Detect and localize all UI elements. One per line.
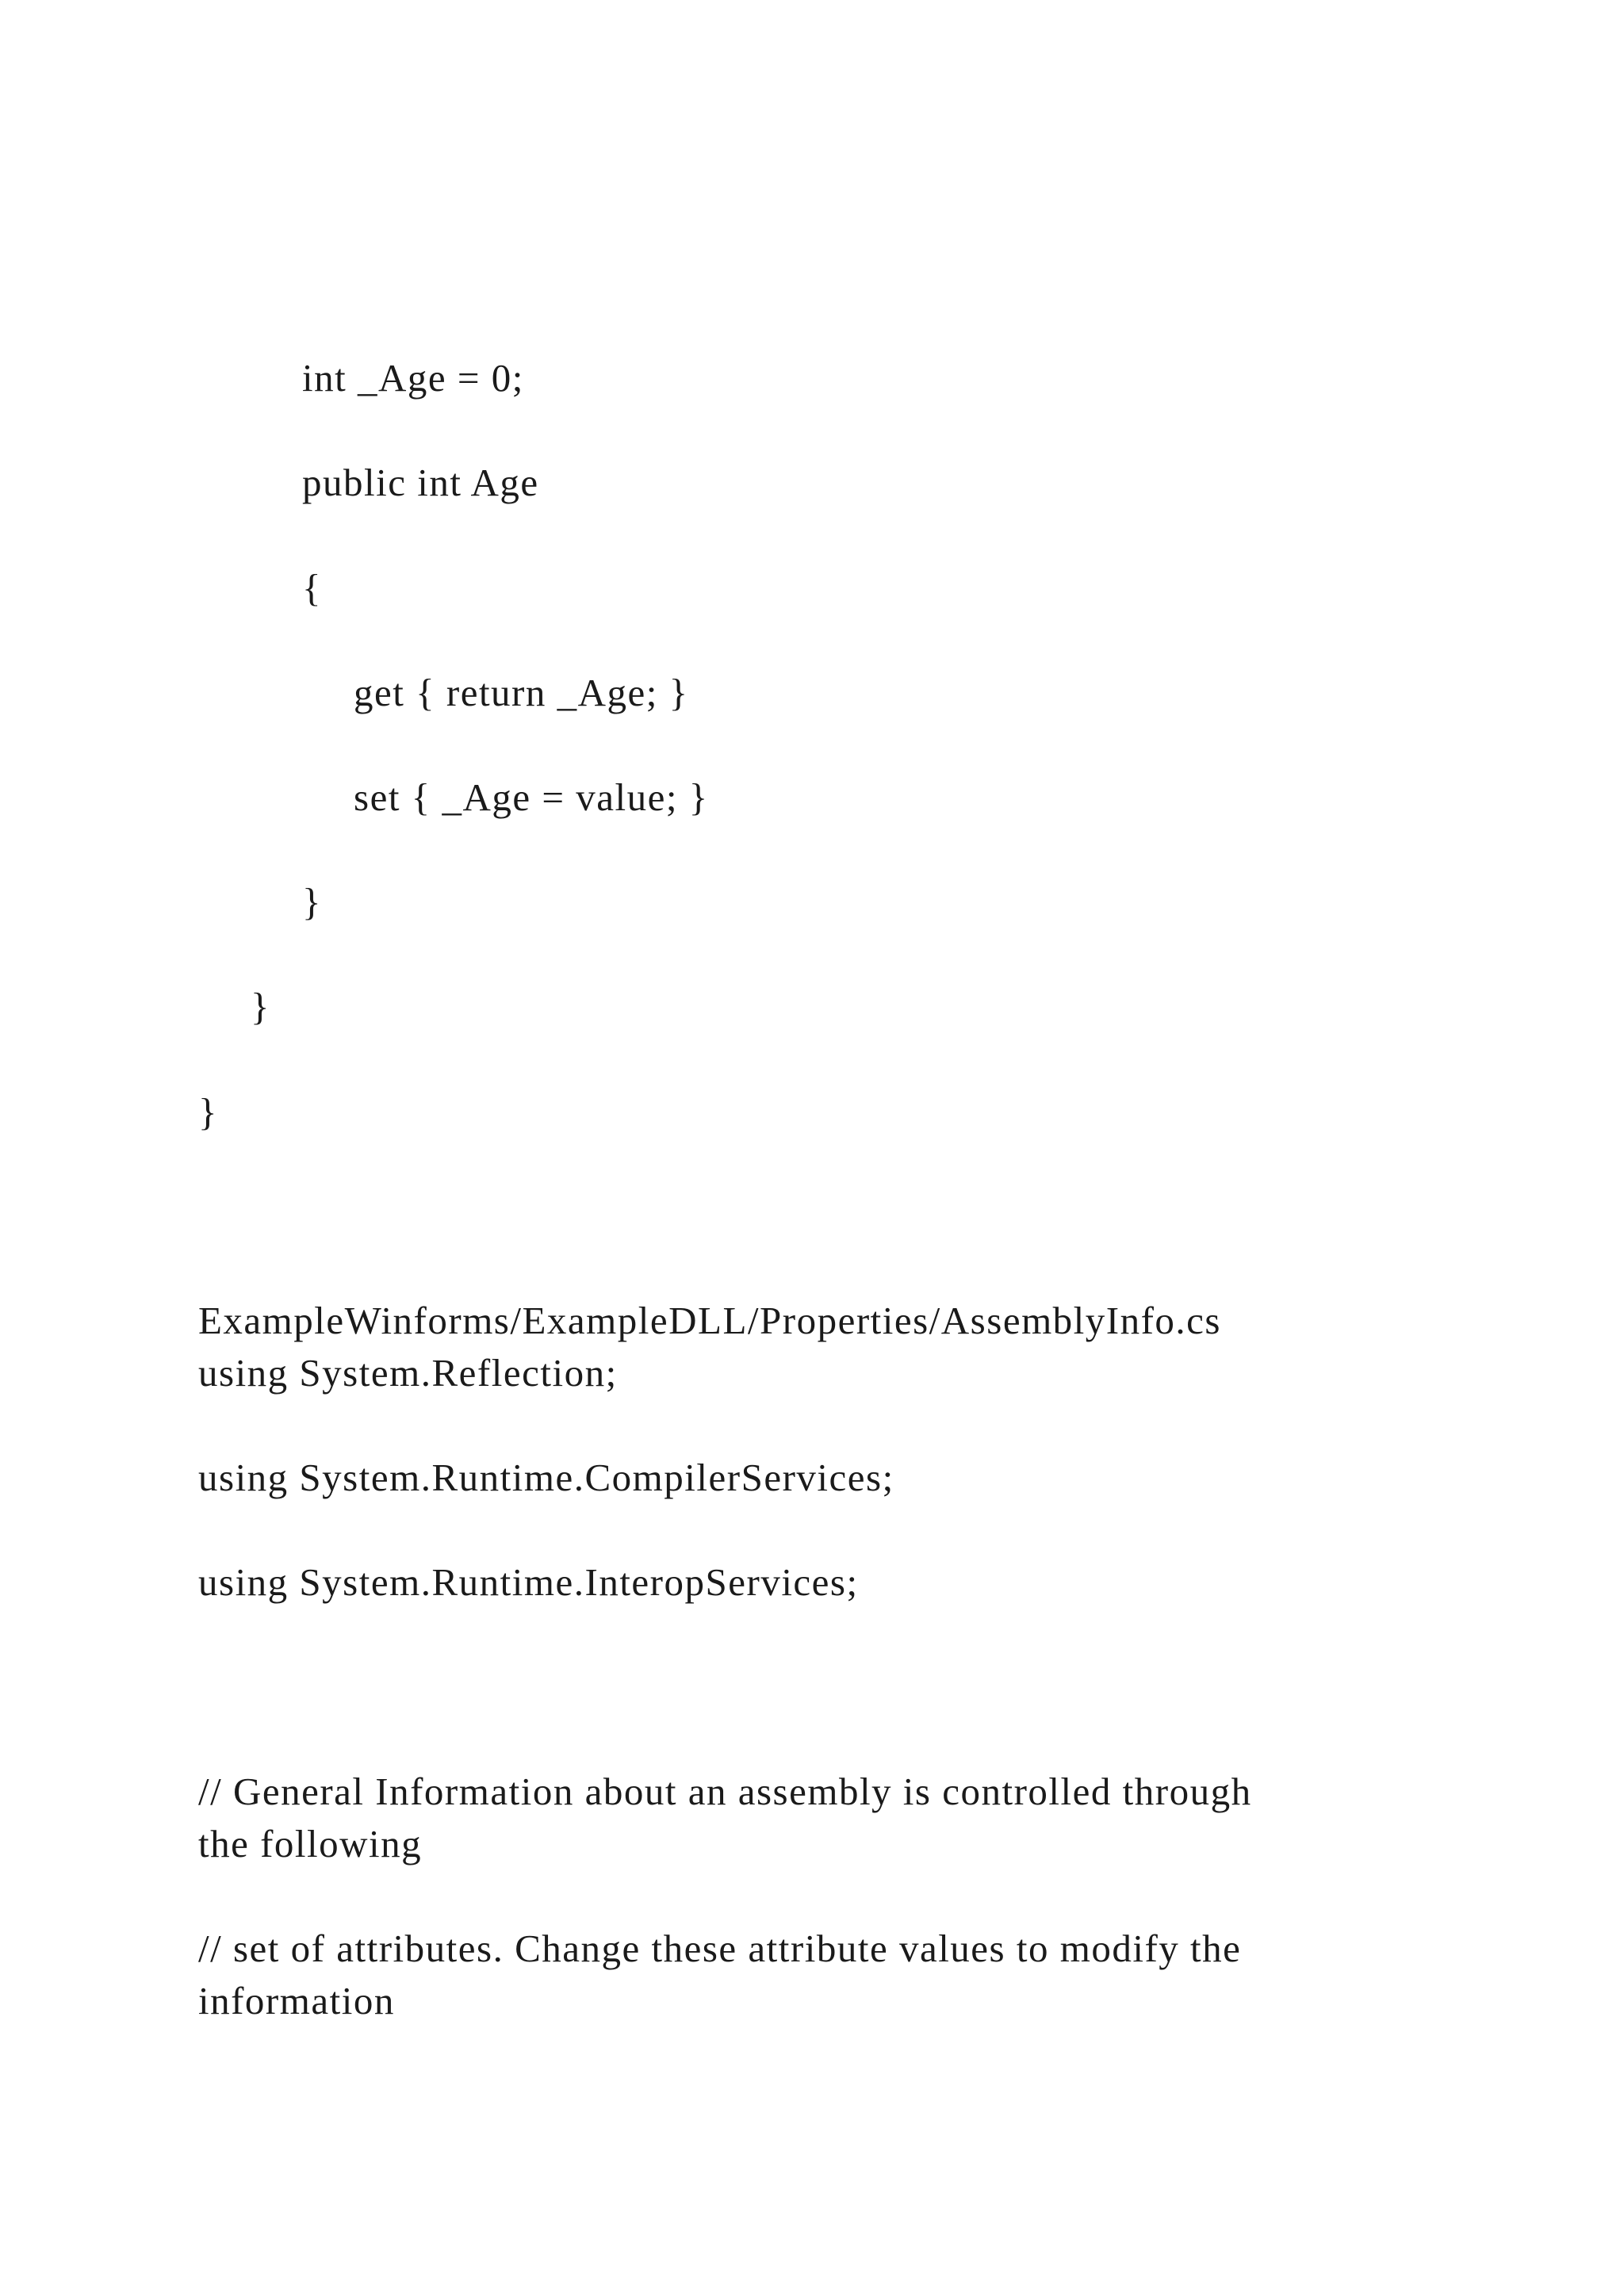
code-line: public int Age xyxy=(302,461,539,504)
using-line: using System.Runtime.InteropServices; xyxy=(198,1560,859,1604)
using-line: using System.Runtime.CompilerServices; xyxy=(198,1456,894,1499)
using-line: using System.Reflection; xyxy=(198,1351,618,1395)
code-line: } xyxy=(198,1090,219,1134)
code-line: } xyxy=(302,880,323,924)
comment-line: the following xyxy=(198,1822,423,1866)
comment-line: information xyxy=(198,1979,395,2022)
file-path-heading: ExampleWinforms/ExampleDLL/Properties/AssemblyInfo.cs xyxy=(198,1299,1222,1342)
comment-line: // set of attributes. Change these attribute values to modify the xyxy=(198,1927,1242,1970)
code-line: { xyxy=(302,566,323,610)
code-line: set { _Age = value; } xyxy=(354,775,709,819)
code-line: } xyxy=(251,985,271,1028)
code-line: get { return _Age; } xyxy=(354,671,689,714)
comment-line: // General Information about an assembly is controlled through xyxy=(198,1770,1252,1813)
code-line: int _Age = 0; xyxy=(302,356,524,400)
